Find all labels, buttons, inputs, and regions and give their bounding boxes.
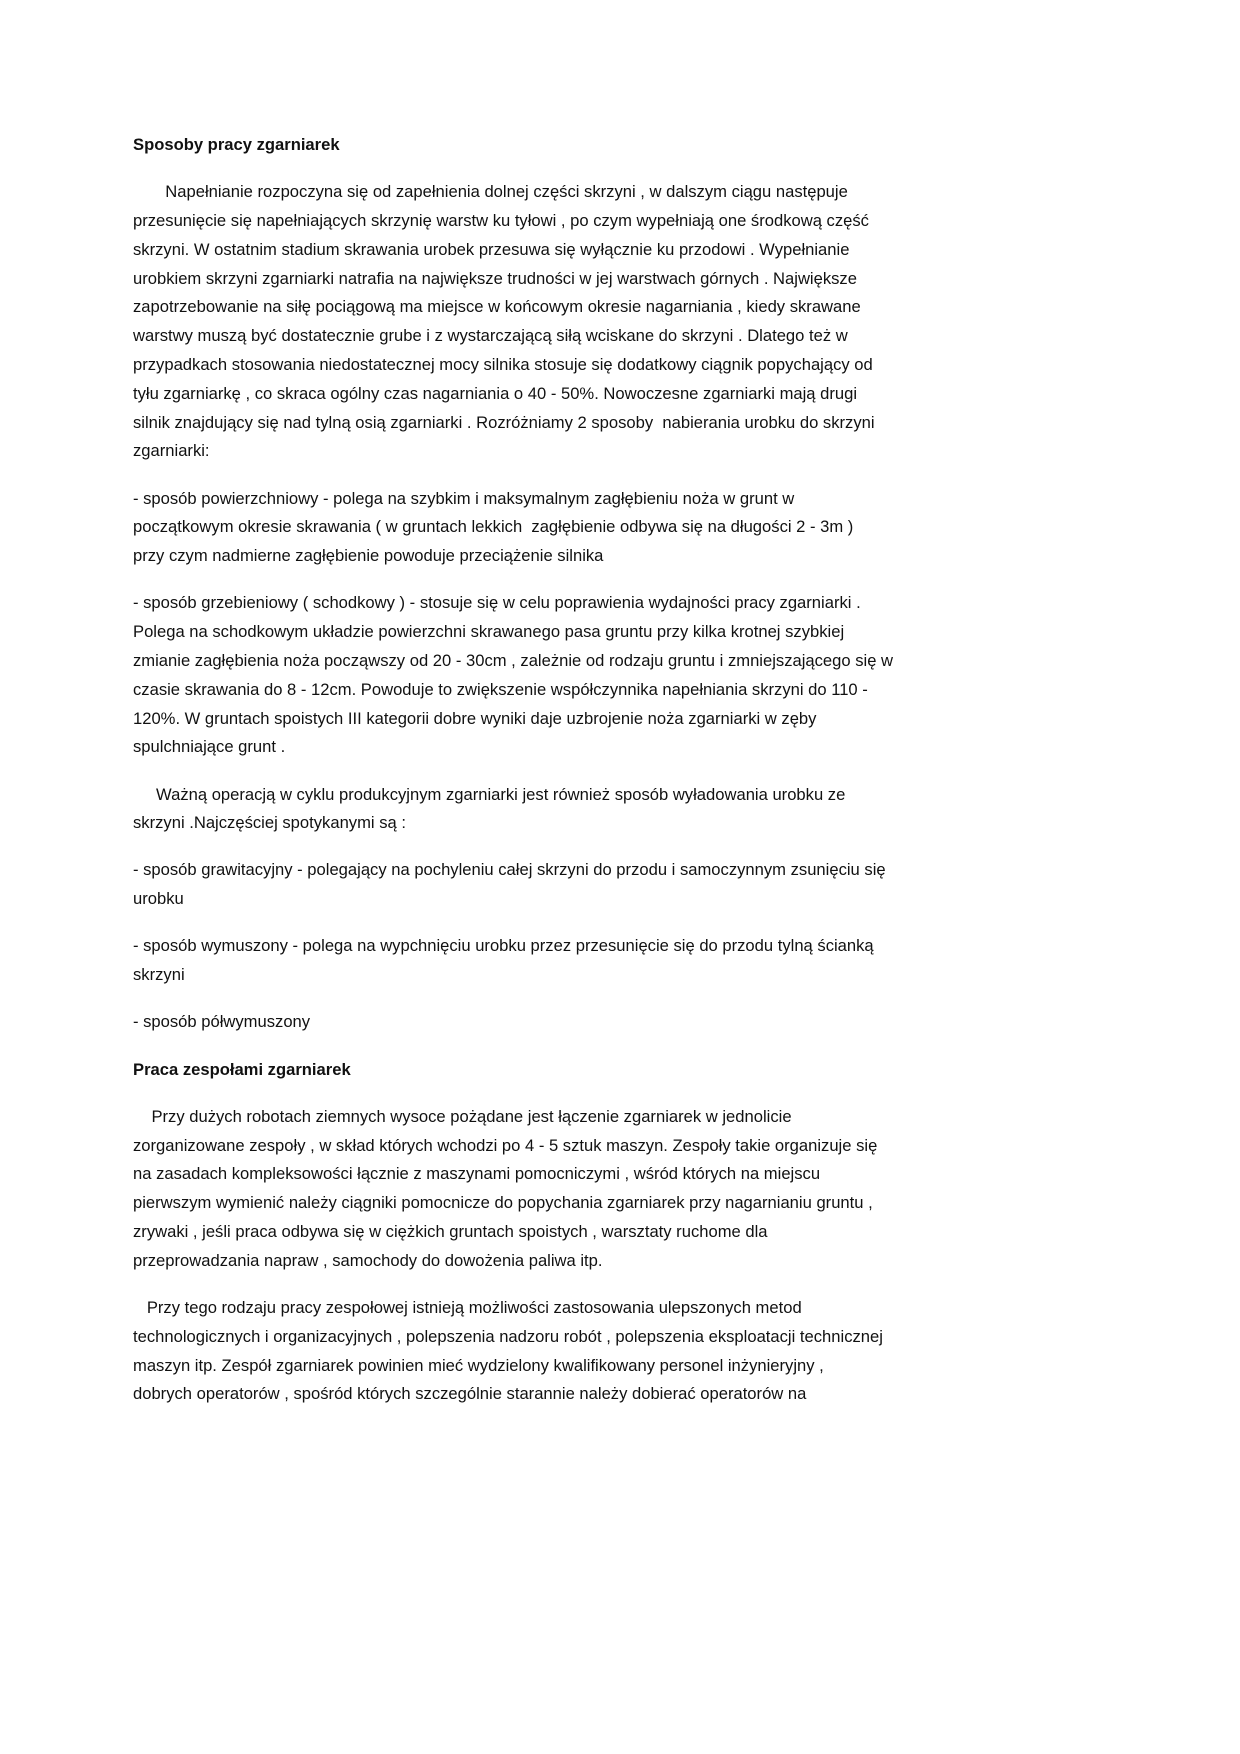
text-line: - sposób półwymuszony [133, 1012, 311, 1032]
text-line: Ważną operacją w cyklu produkcyjnym zgarniarki jest również sposób wyładowania urobku ze [133, 784, 846, 804]
text-line: Przy dużych robotach ziemnych wysoce pożądane jest łączenie zgarniarek w jednolicie [133, 1106, 792, 1126]
text-line: 120%. W gruntach spoistych III kategorii dobre wyniki daje uzbrojenie noża zgarniarki w zęby [133, 708, 817, 728]
text-line: skrzyni [133, 965, 185, 985]
paragraph [133, 178, 1093, 466]
text-line: pierwszym wymienić należy ciągniki pomocnicze do popychania zgarniarek przy nagarnianiu gruntu , [133, 1193, 873, 1213]
text-line: Polega na schodkowym układzie powierzchni skrawanego pasa gruntu przy kilka krotnej szybkiej [133, 622, 845, 642]
text-line: Napełnianie rozpoczyna się od zapełnienia dolnej części skrzyni , w dalszym ciągu następuje [133, 182, 848, 202]
paragraph [133, 932, 1093, 990]
text-line: przeprowadzania napraw , samochody do dowożenia paliwa itp. [133, 1250, 603, 1270]
paragraph [133, 485, 1093, 571]
paragraph [133, 1294, 1093, 1409]
text-line: - sposób powierzchniowy - polega na szybkim i maksymalnym zagłębieniu noża w grunt w [133, 488, 795, 508]
text-line: skrzyni .Najczęściej spotykanymi są : [133, 813, 406, 833]
text-line: - sposób grawitacyjny - polegający na pochyleniu całej skrzyni do przodu i samoczynnym zsunięciu się [133, 860, 886, 880]
section-heading [133, 1056, 1093, 1085]
text-line: przesunięcie się napełniających skrzynię warstw ku tyłowi , po czym wypełniają one środkową część [133, 210, 869, 230]
text-line: przy czym nadmierne zagłębienie powoduje przeciążenie silnika [133, 546, 604, 566]
text-line: zmianie zagłębienia noża począwszy od 20 - 30cm , zależnie od rodzaju gruntu i zmniejszającego się w [133, 650, 894, 670]
text-line: czasie skrawania do 8 - 12cm. Powoduje to zwiększenie współczynnika napełniania skrzyni do 110 - [133, 679, 868, 699]
text-line: Przy tego rodzaju pracy zespołowej istnieją możliwości zastosowania ulepszonych metod [133, 1298, 802, 1317]
heading-text: Sposoby pracy zgarniarek [133, 135, 340, 154]
text-line: spulchniające grunt . [133, 737, 286, 757]
text-line: maszyn itp. Zespół zgarniarek powinien mieć wydzielony kwalifikowany personel inżynieryjny , [133, 1355, 824, 1375]
section-heading [133, 131, 1093, 160]
text-line: dobrych operatorów , spośród których szczególnie starannie należy dobierać operatorów na [133, 1384, 807, 1404]
text-line: zapotrzebowanie na siłę pociągową ma miejsce w końcowym okresie nagarniania , kiedy skrawane [133, 297, 861, 317]
text-line: na zasadach kompleksowości łącznie z maszynami pomocniczymi , wśród których na miejscu [133, 1164, 821, 1184]
paragraph [133, 1103, 1093, 1276]
document-body [133, 131, 1093, 1428]
text-line: - sposób grzebieniowy ( schodkowy ) - stosuje się w celu poprawienia wydajności pracy zgarniarki . [133, 593, 861, 613]
text-line: skrzyni. W ostatnim stadium skrawania urobek przesuwa się wyłącznie ku przodowi . Wypełnianie [133, 239, 850, 259]
text-line: tyłu zgarniarkę , co skraca ogólny czas nagarniania o 40 - 50%. Nowoczesne zgarniarki mają drugi [133, 383, 858, 403]
text-line: - sposób wymuszony - polega na wypchnięciu urobku przez przesunięcie się do przodu tylną ścianką [133, 936, 874, 956]
text-line: zgarniarki: [133, 441, 210, 461]
paragraph [133, 856, 1093, 914]
paragraph [133, 781, 1093, 839]
paragraph [133, 589, 1093, 762]
text-line: silnik znajdujący się nad tylną osią zgarniarki . Rozróżniamy 2 sposoby nabierania urobku do skrzyni [133, 412, 875, 432]
text-line: urobkiem skrzyni zgarniarki natrafia na największe trudności w jej warstwach górnych . Największe [133, 268, 857, 288]
text-line: zrywaki , jeśli praca odbywa się w ciężkich gruntach spoistych , warsztaty ruchome dla [133, 1222, 768, 1242]
text-line: warstwy muszą być dostatecznie grube i z wystarczającą siłą wciskane do skrzyni . Dlatego też w [133, 326, 848, 346]
paragraph [133, 1008, 1093, 1037]
text-line: urobku [133, 889, 184, 909]
heading-text: Praca zespołami zgarniarek [133, 1059, 351, 1079]
text-line: zorganizowane zespoły , w skład których wchodzi po 4 - 5 sztuk maszyn. Zespoły takie organizuje się [133, 1135, 878, 1155]
text-line: początkowym okresie skrawania ( w gruntach lekkich zagłębienie odbywa się na długości 2 - 3m ) [133, 517, 854, 537]
text-line: przypadkach stosowania niedostatecznej mocy silnika stosuje się dodatkowy ciągnik popychający od [133, 354, 873, 374]
text-line: technologicznych i organizacyjnych , polepszenia nadzoru robót , polepszenia eksploatacji technicznej [133, 1326, 883, 1346]
